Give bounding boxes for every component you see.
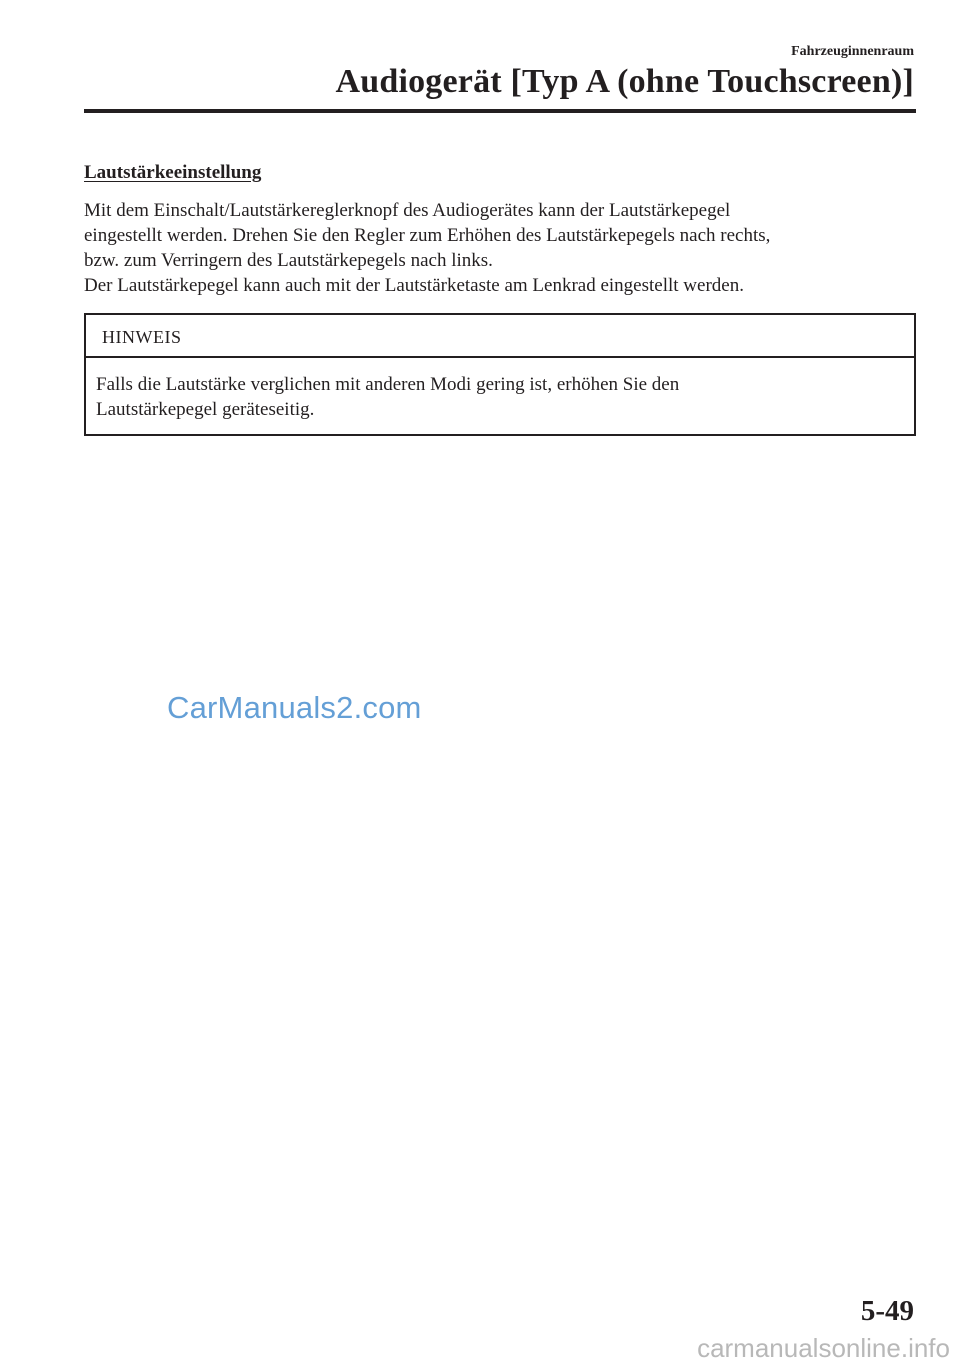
paragraph-line: eingestellt werden. Drehen Sie den Regler zum Erhöhen des Lautstärkepegels nach rechts,: [84, 225, 771, 246]
watermark-bottom: carmanualsonline.info: [697, 1333, 950, 1363]
note-heading: HINWEIS: [86, 315, 914, 358]
page-number: 5-49: [860, 1295, 914, 1327]
note-line: Lautstärkepegel geräteseitig.: [96, 399, 315, 420]
paragraph-line: Mit dem Einschalt/Lautstärkereglerknopf des Audiogerätes kann der Lautstärkepegel: [84, 200, 731, 221]
note-line: Falls die Lautstärke verglichen mit anderen Modi gering ist, erhöhen Sie den: [96, 374, 680, 395]
note-box: [84, 313, 916, 436]
page-title: Audiogerät [Typ A (ohne Touchscreen)]: [335, 63, 914, 100]
header-rule: [84, 109, 916, 113]
section-subheading: Lautstärkeeinstellung: [84, 162, 262, 183]
watermark-top: CarManuals2.com: [167, 690, 422, 725]
body-paragraph: [84, 198, 916, 298]
paragraph-line: bzw. zum Verringern des Lautstärkepegels nach links.: [84, 250, 493, 271]
paragraph-line: Der Lautstärkepegel kann auch mit der Lautstärketaste am Lenkrad eingestellt werden.: [84, 275, 744, 296]
note-body: [86, 358, 914, 434]
main-content: [84, 160, 916, 298]
section-label: Fahrzeuginnenraum: [791, 44, 914, 59]
page-header: [84, 44, 916, 102]
